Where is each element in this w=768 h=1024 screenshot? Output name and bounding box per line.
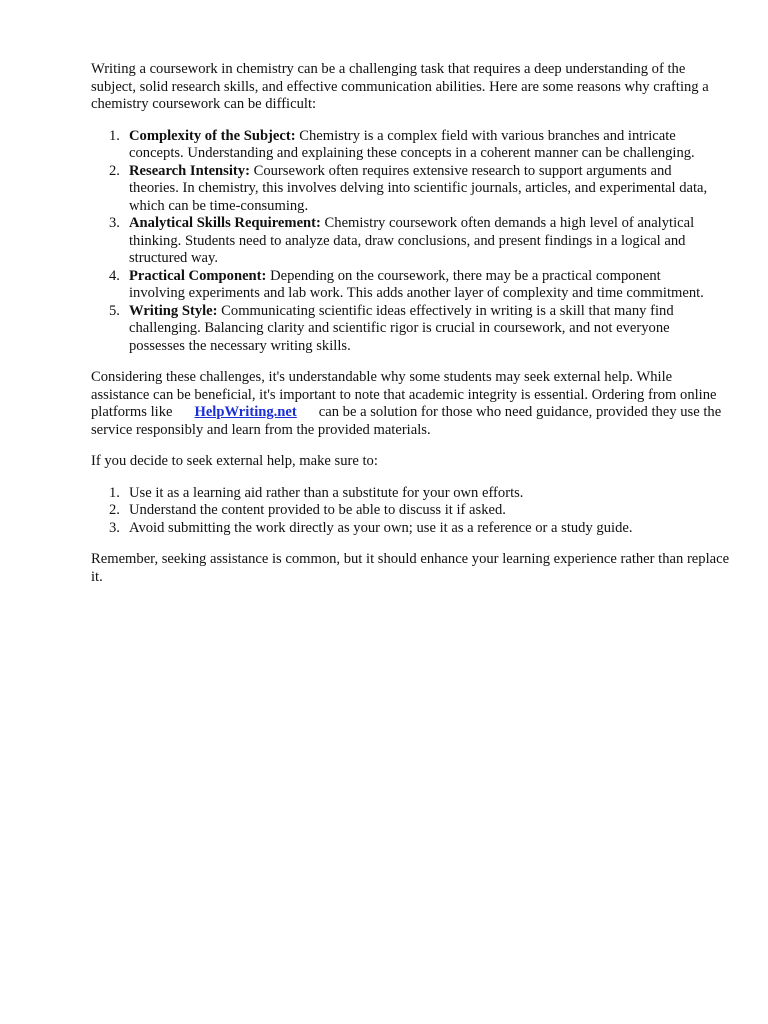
list-number: 5.	[109, 302, 120, 319]
reasons-list	[91, 128, 721, 356]
closing-paragraph: Remember, seeking assistance is common, but it should enhance your learning experience rather than replace it.	[91, 551, 730, 585]
tips-intro-paragraph: If you decide to seek external help, make sure to:	[91, 453, 378, 469]
list-number: 1.	[109, 484, 120, 501]
list-item	[91, 215, 721, 268]
intro-paragraph: Writing a coursework in chemistry can be a challenging task that requires a deep understanding of the subject, solid research skills, and effective communication abilities. Here are some reasons why crafting a chemistry coursework can be difficult:	[91, 61, 709, 112]
list-term: Research Intensity:	[129, 162, 250, 179]
list-number: 2.	[109, 162, 120, 179]
helpwriting-link[interactable]: HelpWriting.net	[194, 404, 297, 420]
list-item	[91, 520, 731, 538]
list-number: 2.	[109, 502, 120, 518]
tips-list	[91, 485, 731, 538]
list-item	[91, 163, 721, 216]
list-item	[91, 502, 731, 520]
list-term: Writing Style:	[129, 302, 218, 319]
list-term: Practical Component:	[129, 267, 267, 284]
list-number: 3.	[109, 215, 120, 231]
list-text: Use it as a learning aid rather than a substitute for your own efforts.	[129, 484, 524, 501]
list-item	[91, 485, 731, 503]
list-text: Chemistry is a complex field with various branches and intricate concepts. Understanding and explaining these concepts in a coherent manner can be challenging.	[129, 127, 695, 161]
list-text: Understand the content provided to be able to discuss it if asked.	[129, 502, 506, 518]
external-help-paragraph	[91, 369, 731, 439]
list-number: 3.	[109, 519, 120, 536]
document-page	[91, 61, 731, 586]
list-number: 4.	[109, 267, 120, 284]
list-item	[91, 268, 721, 303]
list-item	[91, 303, 721, 356]
list-text: Avoid submitting the work directly as your own; use it as a reference or a study guide.	[129, 519, 633, 536]
list-term: Analytical Skills Requirement:	[129, 215, 321, 231]
list-text: Coursework often requires extensive research to support arguments and theories. In chemistry, this involves delving into scientific journals, articles, and experimental data, which can be time-consuming.	[129, 162, 708, 214]
list-term: Complexity of the Subject:	[129, 127, 296, 144]
list-text: Depending on the coursework, there may be a practical component involving experiments and lab work. This adds another layer of complexity and time commitment.	[129, 267, 704, 301]
paragraph-text-before-link: Considering these challenges, it's understandable why some students may seek external help. While assistance can be beneficial, it's important to note that academic integrity is essential. Ordering from online platforms like	[91, 369, 717, 420]
paragraph-text-after-link: can be a solution for those who need guidance, provided they use the service responsibly and learn from the provided materials.	[91, 404, 722, 438]
list-text: Communicating scientific ideas effectively in writing is a skill that many find challenging. Balancing clarity and scientific rigor is crucial in coursework, and not everyone possesses the necessary writing skills.	[129, 302, 674, 354]
list-text: Chemistry coursework often demands a high level of analytical thinking. Students need to analyze data, draw conclusions, and present findings in a logical and structured way.	[129, 215, 695, 266]
list-number: 1.	[109, 127, 120, 144]
list-item	[91, 128, 721, 163]
